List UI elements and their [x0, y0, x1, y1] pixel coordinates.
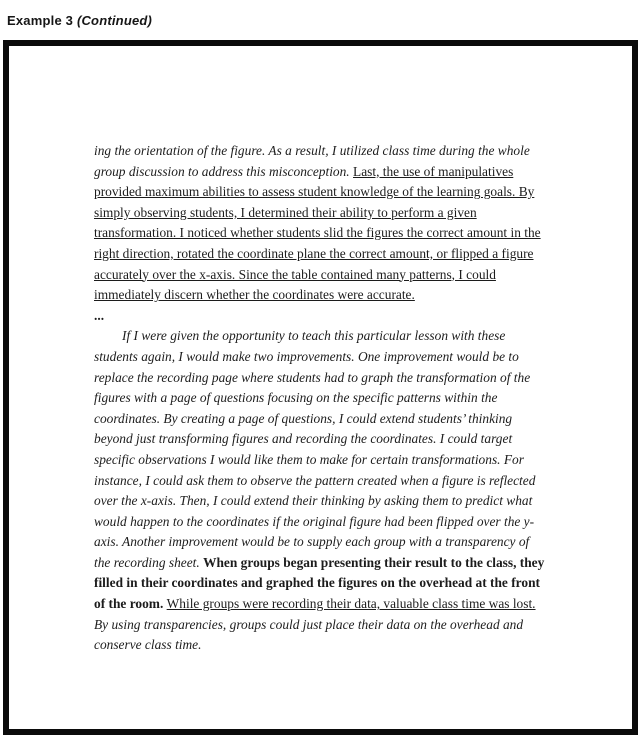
- text-segment-bold: When groups began presenting their result to the class, they filled in their coordinates and graphed the figures on the overhead at the front of the room.: [94, 554, 545, 612]
- text-segment-underline: Last, the use of manipulatives provided maximum abilities to assess student knowledge of the learning goals. By simply observing students, I determined their ability to perform a given transformation. I noticed whether students slid the figures the correct amount in the right direction, rotated the coordinate plane the correct amount, or flipped a figure accurately over the x-axis. Since the table contained many patterns, I could immediately discern whether the coordinates were accurate.: [94, 163, 541, 303]
- page-frame: [3, 40, 638, 735]
- text-segment-italic: By using transparencies, groups could just place their data on the overhead and conserve class time.: [94, 616, 524, 653]
- text-segment-bold: ...: [94, 307, 105, 323]
- text-segment-underline: While groups were recording their data, valuable class time was lost.: [166, 596, 536, 612]
- example-heading-title: Example 3: [7, 13, 74, 28]
- page-text: [94, 141, 546, 656]
- paragraph: [94, 326, 546, 656]
- paragraph: [94, 141, 546, 306]
- text-segment-italic: ing the orientation of the figure. As a result, I utilized class time during the whole group discussion to address this misconception.: [94, 143, 530, 179]
- text-segment-italic: If I were given the opportunity to teach this particular lesson with these students again, I would make two improvements. One improvement would be to replace the recording page where students had to graph the transformation of the figures with a page of questions focusing on the specific patterns within the coordinates. By creating a page of questions, I could extend students’ thinking beyond just transforming figures and recording the coordinates. I could target specific observations I would like them to make for certain transformations. For instance, I could ask them to observe the pattern created when a figure is reflected over the x-axis. Then, I could extend their thinking by asking them to predict what would happen to the coordinates if the original figure had been flipped over the y-axis. Another improvement would be to supply each group with a transparency of the recording sheet.: [94, 328, 536, 570]
- example-heading: [7, 13, 152, 28]
- example-heading-continued: (Continued): [76, 13, 153, 28]
- paragraph: [94, 306, 546, 327]
